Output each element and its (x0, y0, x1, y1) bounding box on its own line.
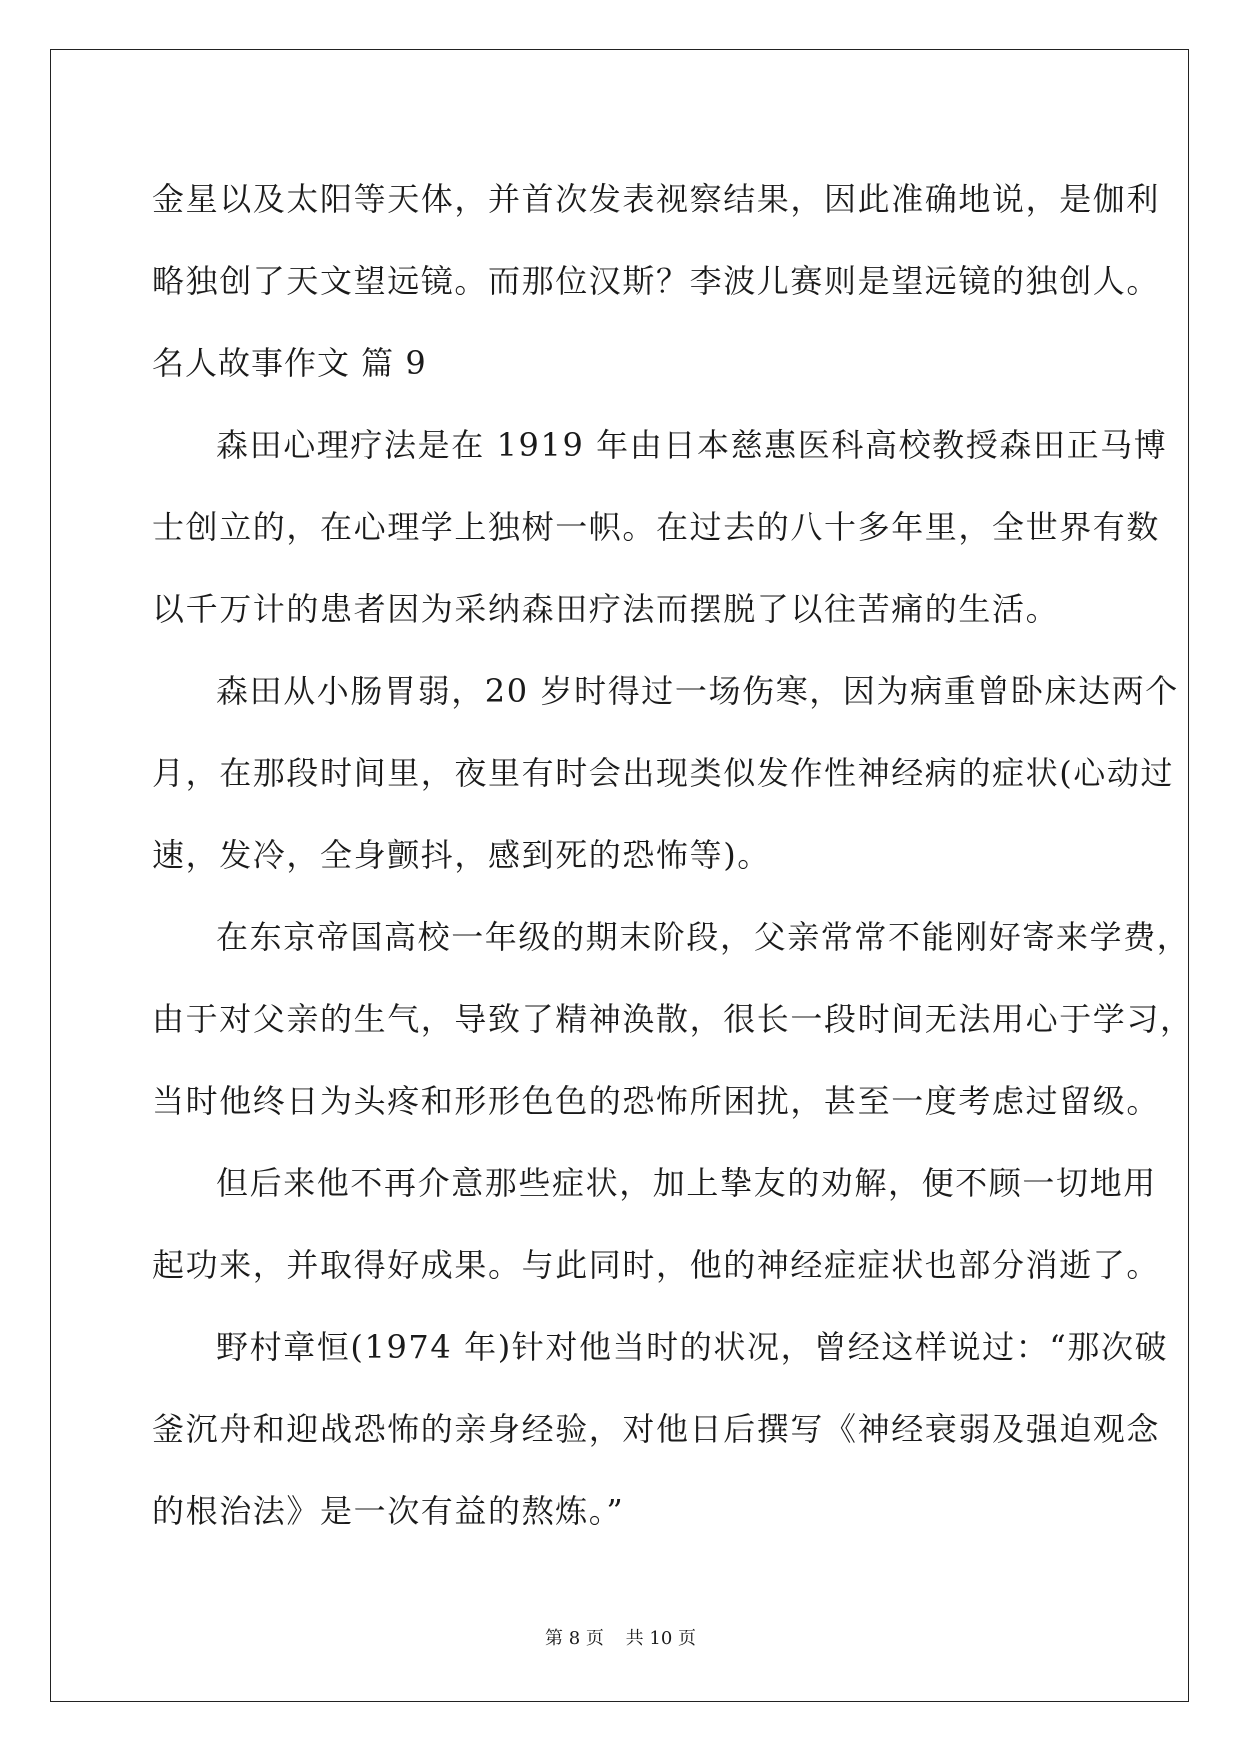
text-line: 森田心理疗法是在 1919 年由日本慈惠医科高校教授森田正马博 (216, 426, 1168, 464)
text-line: 森田从小肠胃弱，20 岁时得过一场伤寒，因为病重曾卧床达两个 (216, 672, 1179, 710)
text-line: 野村章恒(1974 年)针对他当时的状况，曾经这样说过：“那次破 (216, 1328, 1169, 1366)
text-line: 以千万计的患者因为采纳森田疗法而摆脱了以往苦痛的生活。 (152, 590, 1060, 628)
text-line: 起功来，并取得好成果。与此同时，他的神经症症状也部分消逝了。 (152, 1246, 1161, 1284)
text-line: 但后来他不再介意那些症状，加上挚友的劝解，便不顾一切地用 (216, 1164, 1157, 1202)
text-line: 由于对父亲的生气，导致了精神涣散，很长一段时间无法用心于学习， (152, 1000, 1194, 1038)
text-line: 金星以及太阳等天体，并首次发表视察结果，因此准确地说，是伽利 (152, 180, 1161, 218)
document-body (152, 158, 1194, 1552)
text-line: 当时他终日为头疼和形形色色的恐怖所困扰，甚至一度考虑过留级。 (152, 1082, 1161, 1120)
section-heading: 名人故事作文 篇 9 (152, 344, 427, 382)
text-line: 速，发冷，全身颤抖，感到死的恐怖等)。 (152, 836, 771, 874)
text-line: 略独创了天文望远镜。而那位汉斯？李波儿赛则是望远镜的独创人。 (152, 262, 1161, 300)
text-line: 的根治法》是一次有益的熬炼。” (152, 1492, 625, 1530)
page-total: 共 10 页 (625, 1628, 696, 1649)
text-line: 士创立的，在心理学上独树一帜。在过去的八十多年里，全世界有数 (152, 508, 1161, 546)
text-line: 在东京帝国高校一年级的期末阶段，父亲常常不能刚好寄来学费， (216, 918, 1191, 956)
page-number: 第 8 页 (545, 1628, 604, 1649)
text-line: 釜沉舟和迎战恐怖的亲身经验，对他日后撰写《神经衰弱及强迫观念 (152, 1410, 1161, 1448)
page-footer (0, 1627, 1241, 1651)
text-line: 月，在那段时间里，夜里有时会出现类似发作性神经病的症状(心动过 (152, 754, 1175, 792)
